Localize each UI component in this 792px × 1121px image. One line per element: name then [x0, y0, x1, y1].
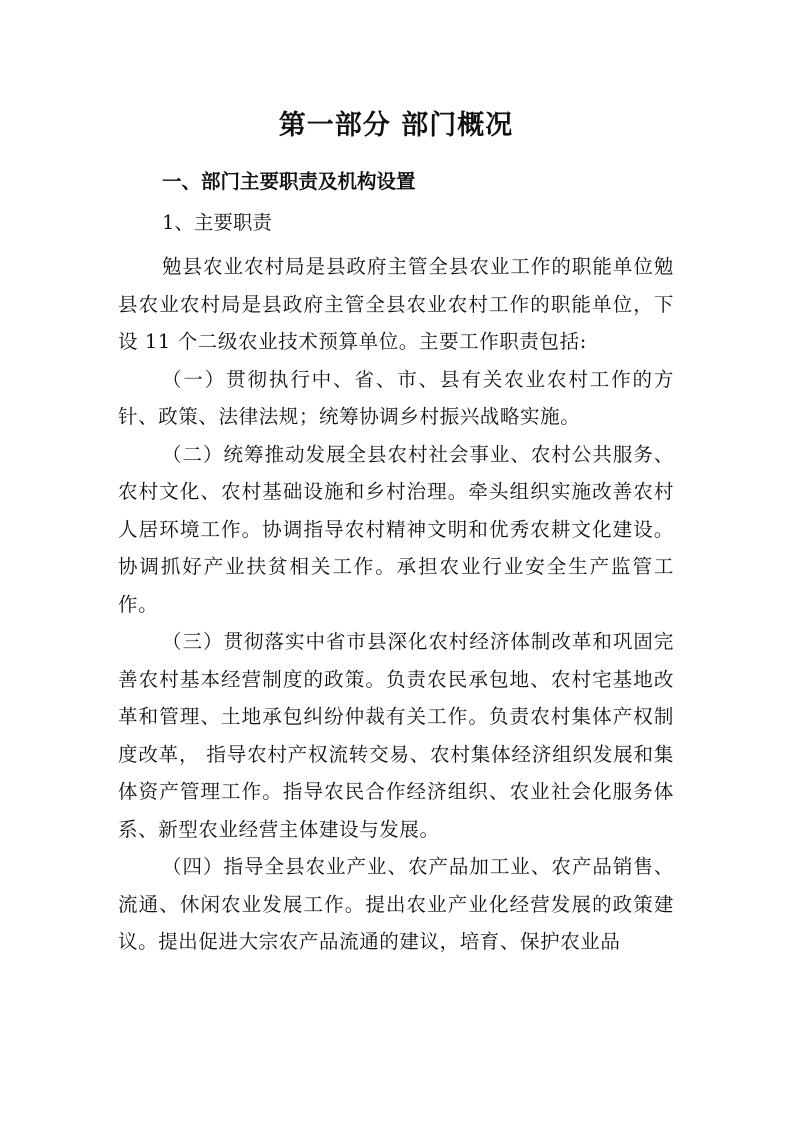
- paragraph-duty-4: （四）指导全县农业产业、农产品加工业、农产品销售、流通、休闲农业发展工作。提出农业产业化经营发展的政策建议。提出促进大宗农产品流通的建议，培育、保护农业品: [118, 855, 674, 953]
- page-title: 第一部分 部门概况: [278, 110, 514, 141]
- paragraph-duty-3: （三）贯彻落实中省市县深化农村经济体制改革和巩固完善农村基本经营制度的政策。负责农民承包地、农村宅基地改革和管理、土地承包纠纷仲裁有关工作。负责农村集体产权制度改革， 指导农村产权流转交易、农村集体经济组织发展和集体资产管理工作。指导农民合作经济组织、农业社会化服务体系、新型农业经营主体建设与发展。: [118, 630, 674, 841]
- paragraph-intro: 勉县农业农村局是县政府主管全县农业工作的职能单位勉县农业农村局是县政府主管全县农业农村工作的职能单位，下设 11 个二级农业技术预算单位。主要工作职责包括:: [118, 255, 674, 353]
- paragraph-duty-2: （二）统筹推动发展全县农村社会事业、农村公共服务、农村文化、农村基础设施和乡村治理。牵头组织实施改善农村人居环境工作。协调指导农村精神文明和优秀农耕文化建设。协调抓好产业扶贫相关工作。承担农业行业安全生产监管工作。: [118, 442, 674, 616]
- body-text: [118, 248, 674, 961]
- subsection-heading: 1、主要职责: [162, 211, 272, 234]
- paragraph-duty-1: （一）贯彻执行中、省、市、县有关农业农村工作的方针、政策、法律法规；统筹协调乡村振兴战略实施。: [118, 367, 674, 428]
- section-heading: 一、部门主要职责及机构设置: [162, 170, 416, 193]
